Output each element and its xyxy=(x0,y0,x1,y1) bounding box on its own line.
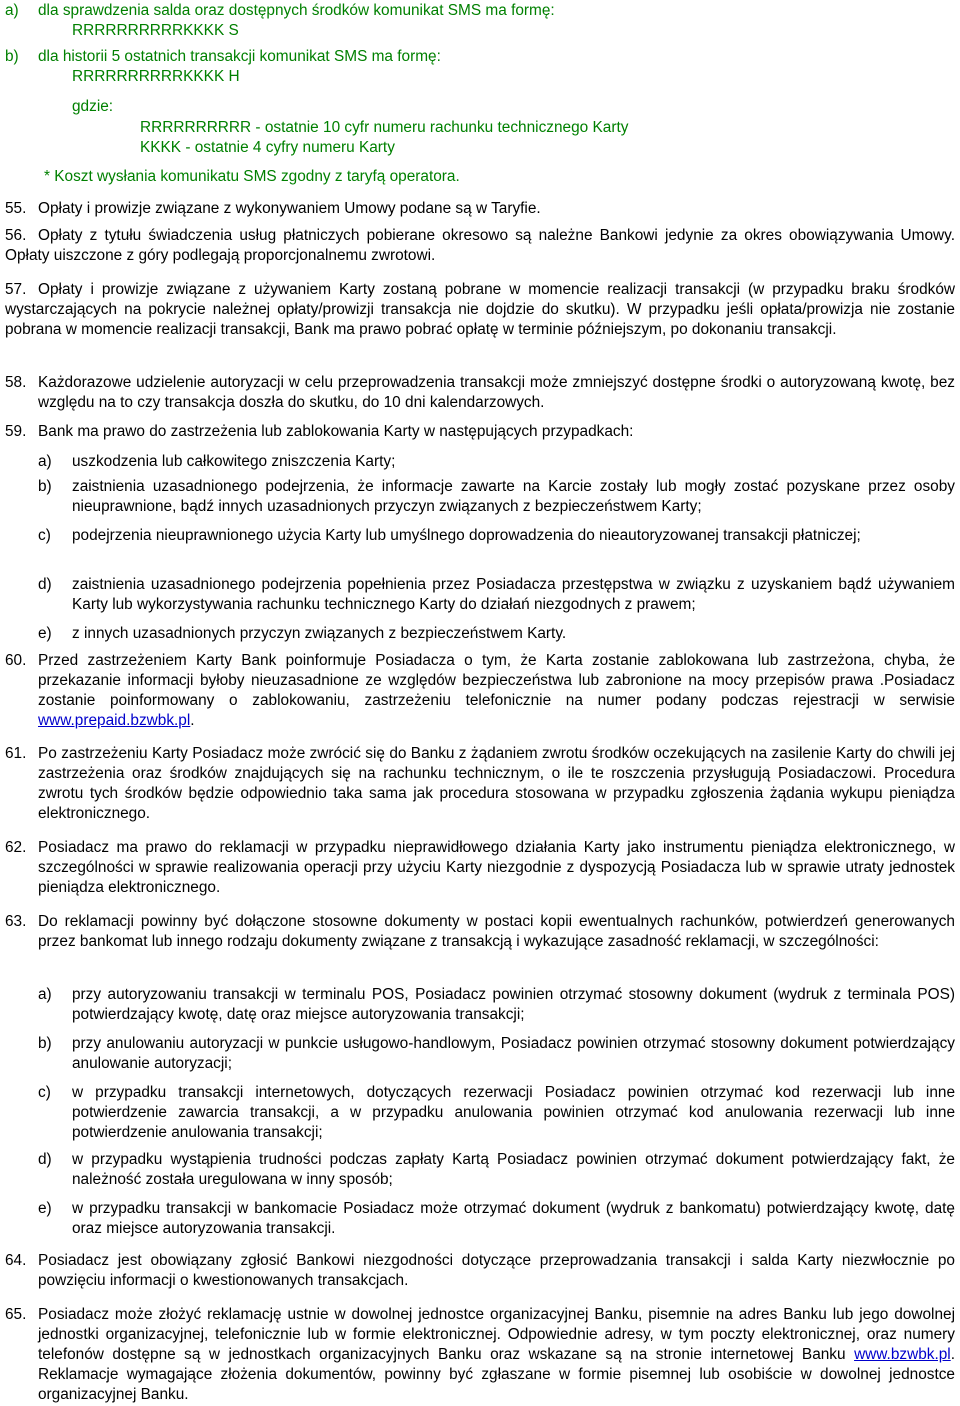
sms-option-a-code: RRRRRRRRRRKKKK S xyxy=(72,22,239,39)
item-59-d-label: d) xyxy=(38,576,52,593)
sms-option-a-text: dla sprawdzenia salda oraz dostępnych środków komunikat SMS ma formę: xyxy=(38,2,555,19)
item-61-number: 61. xyxy=(5,745,27,762)
item-59-b-text: zaistnienia uzasadnionego podejrzenia, że informacje zawarte na Karcie zostały lub mogły zostać pozyskane przez osoby nieuprawnione, bądź innych uzasadnionych przyczyn związanych z bezpieczeństwem Karty; xyxy=(72,478,955,515)
item-63-d-text: w przypadku wystąpienia trudności podczas zapłaty Kartą Posiadacz powinien otrzymać dokument potwierdzający fakt, że należność została uregulowana w inny sposób; xyxy=(72,1151,955,1188)
item-59-number: 59. xyxy=(5,423,27,440)
bzwbk-link[interactable]: www.bzwbk.pl xyxy=(854,1346,951,1363)
item-57-text: Opłaty i prowizje związane z używaniem Karty zostaną pobrane w momencie realizacji transakcji (w przypadku braku środków wystarczających na pokrycie należnej opłaty/prowizji transakcja nie dojdzie do skutku). W przypadku jeśli opłata/prowizja nie zostanie pobrana w momencie realizacji transakcji, Bank ma prawo pobrać opłatę w terminie późniejszym, po dokonaniu transakcji. xyxy=(5,281,955,338)
item-58-text: Każdorazowe udzielenie autoryzacji w celu przeprowadzenia transakcji może zmniejszyć dostępne środki o autoryzowaną kwotę, bez względu na to czy transakcja doszła do skutku, do 10 dni kalendarzowych. xyxy=(38,374,955,411)
item-63-a-label: a) xyxy=(38,986,52,1003)
prepaid-link[interactable]: www.prepaid.bzwbk.pl xyxy=(38,712,191,729)
item-65-number: 65. xyxy=(5,1306,27,1323)
item-59-b-label: b) xyxy=(38,478,52,495)
item-63-text: Do reklamacji powinny być dołączone stosowne dokumenty w postaci kopii ewentualnych rachunków, potwierdzeń generowanych przez bankomat lub innego rodzaju dokumenty związane z transakcją i wykazujące zasadność reklamacji, w szczególności: xyxy=(38,913,955,950)
item-65-text xyxy=(38,1305,955,1405)
item-64-text: Posiadacz jest obowiązany zgłosić Bankowi niezgodności dotyczące przeprowadzania transakcji i salda Karty niezwłocznie po powzięciu informacji o kwestionowanych transakcjach. xyxy=(38,1252,955,1289)
item-60-body: Przed zastrzeżeniem Karty Bank poinformuje Posiadacza o tym, że Karta zostanie zablokowana lub zastrzeżona, chyba, że przekazanie informacji byłoby nieuzasadnione ze względów bezpieczeństwa lub zabronione na mocy przepisów prawa .Posiadacz zostanie poinformowany o zablokowaniu, zastrzeżeniu telefonicznie na numer podany podczas rejestracji w serwisie xyxy=(38,652,955,709)
item-60-number: 60. xyxy=(5,652,27,669)
sms-where-label: gdzie: xyxy=(72,98,114,115)
item-60-end: . xyxy=(190,712,195,729)
item-56-text: Opłaty z tytułu świadczenia usług płatniczych pobierane okresowo są należne Bankowi jedynie za okres obowiązywania Umowy. Opłaty uiszczone z góry podlegają proporcjonalnemu zwrotowi. xyxy=(5,227,955,264)
item-62-text: Posiadacz ma prawo do reklamacji w przypadku nieprawidłowego działania Karty jako instrumentu pieniądza elektronicznego, w szczególności w sprawie realizowania operacji przy użyciu Karty niezgodnie z dyspozycją Posiadacza lub w sprawie utraty jednostek pieniądza elektronicznego. xyxy=(38,839,955,896)
item-55-text: Opłaty i prowizje związane z wykonywaniem Umowy podane są w Taryfie. xyxy=(38,200,541,217)
item-63-c-label: c) xyxy=(38,1084,51,1101)
item-63-c-text: w przypadku transakcji internetowych, dotyczących rezerwacji Posiadacz powinien otrzymać kod rezerwacji lub inne potwierdzenie zawarcia transakcji, a w przypadku anulowania powinien otrzymać kod anulowania rezerwacji lub inne potwierdzenie anulowania transakcji; xyxy=(72,1084,955,1141)
sms-option-b-label: b) xyxy=(5,48,19,65)
item-63-b-text: przy anulowaniu autoryzacji w punkcie usługowo-handlowym, Posiadacz powinien otrzymać stosowny dokument potwierdzający anulowanie autoryzacji; xyxy=(72,1035,955,1072)
item-63-a-text: przy autoryzowaniu transakcji w terminalu POS, Posiadacz powinien otrzymać stosowny dokument (wydruk z terminala POS) potwierdzający kwotę, datę oraz miejsce autoryzowania transakcji; xyxy=(72,986,955,1023)
item-59-e-text: z innych uzasadnionych przyczyn związanych z bezpieczeństwem Karty. xyxy=(72,625,567,642)
item-59-c-text: podejrzenia nieuprawnionego użycia Karty lub umyślnego doprowadzenia do nieautoryzowanej transakcji płatniczej; xyxy=(72,527,861,544)
item-64-number: 64. xyxy=(5,1252,27,1269)
item-63-e-text: w przypadku transakcji w bankomacie Posiadacz może otrzymać dokument (wydruk z bankomatu) potwierdzający kwotę, datę oraz miejsce autoryzowania transakcji. xyxy=(72,1200,955,1237)
item-60-text xyxy=(38,651,955,731)
item-57-number: 57. xyxy=(5,281,27,298)
item-59-d-text: zaistnienia uzasadnionego podejrzenia popełnienia przez Posiadacza przestępstwa w związku z uzyskaniem bądź używaniem Karty lub wykorzystywania rachunku technicznego Karty do działań niezgodnych z prawem; xyxy=(72,576,955,613)
item-59-c-label: c) xyxy=(38,527,51,544)
item-65-body-end: . Reklamacje wymagające złożenia dokumentów, powinny być zgłaszane w formie pisemnej lub osobiście w dowolnej jednostce organizacyjnej Banku. xyxy=(38,1346,955,1403)
sms-option-a-label: a) xyxy=(5,2,19,19)
item-59-e-label: e) xyxy=(38,625,52,642)
sms-option-b-text: dla historii 5 ostatnich transakcji komunikat SMS ma formę: xyxy=(38,48,441,65)
item-59-a-label: a) xyxy=(38,453,52,470)
item-58-number: 58. xyxy=(5,374,27,391)
sms-option-b-code: RRRRRRRRRRKKKK H xyxy=(72,68,240,85)
sms-definition-r: RRRRRRRRRR - ostatnie 10 cyfr numeru rachunku technicznego Karty xyxy=(140,119,629,136)
item-63-d-label: d) xyxy=(38,1151,52,1168)
sms-cost-note: * Koszt wysłania komunikatu SMS zgodny z taryfą operatora. xyxy=(44,168,460,185)
item-65-body: Posiadacz może złożyć reklamację ustnie w dowolnej jednostce organizacyjnej Banku, pisemnie na adres Banku lub jego dowolnej jednostki organizacyjnej, telefonicznie lub w formie elektronicznej. Odpowiednie adresy, w tym poczty elektronicznej, oraz numery telefonów dostępne są w jednostkach organizacyjnych Banku oraz wskazane są na stronie internetowej Banku xyxy=(38,1306,955,1363)
item-59-a-text: uszkodzenia lub całkowitego zniszczenia Karty; xyxy=(72,453,396,470)
item-56-number: 56. xyxy=(5,227,27,244)
item-61-text: Po zastrzeżeniu Karty Posiadacz może zwrócić się do Banku z żądaniem zwrotu środków oczekujących na zasilenie Karty do chwili jej zastrzeżenia oraz środków znajdujących się na rachunku technicznym, o ile te roszczenia przysługują Posiadaczowi. Procedura zwrotu tych środków będzie odpowiednio taka sama jak procedura stosowana w przypadku zgłoszenia żądania wykupu pieniądza elektronicznego. xyxy=(38,745,955,822)
item-63-b-label: b) xyxy=(38,1035,52,1052)
item-62-number: 62. xyxy=(5,839,27,856)
item-63-number: 63. xyxy=(5,913,27,930)
item-59-text: Bank ma prawo do zastrzeżenia lub zablokowania Karty w następujących przypadkach: xyxy=(38,423,634,440)
item-63-e-label: e) xyxy=(38,1200,52,1217)
sms-definition-k: KKKK - ostatnie 4 cyfry numeru Karty xyxy=(140,139,395,156)
item-55-number: 55. xyxy=(5,200,27,217)
